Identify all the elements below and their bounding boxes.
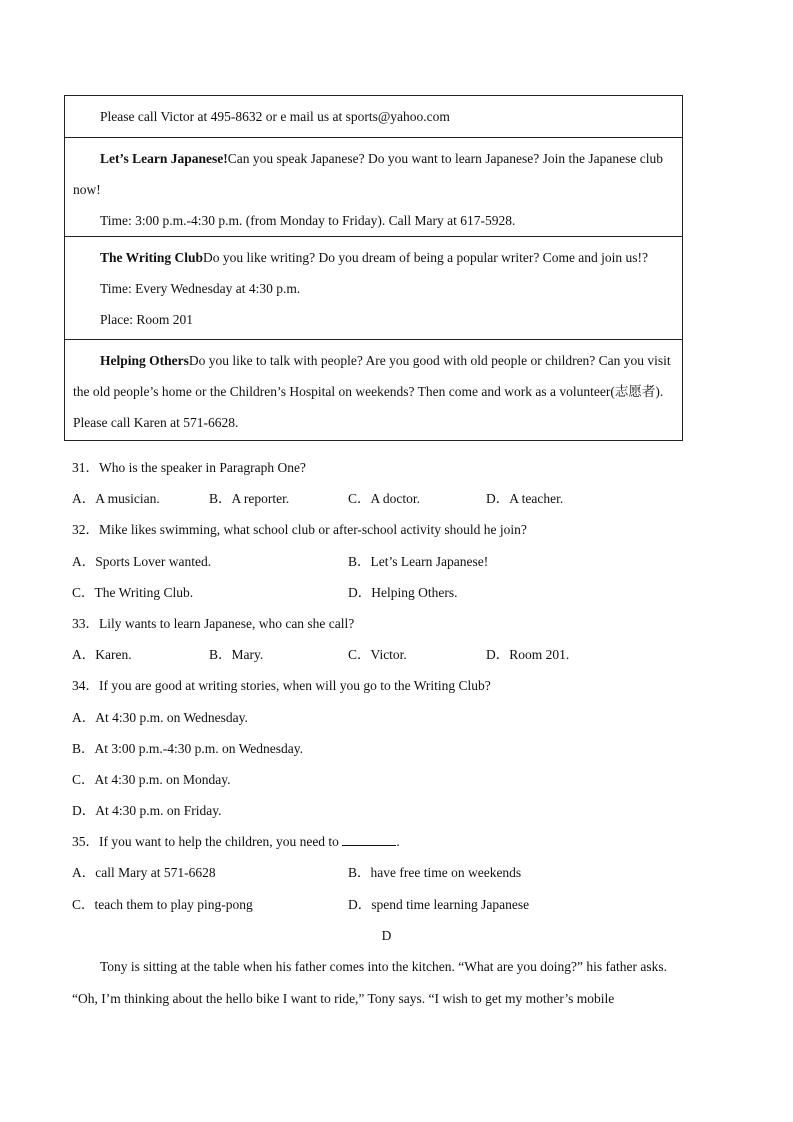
clubs-table xyxy=(64,95,683,441)
option-row xyxy=(72,639,712,670)
option-b[interactable]: B．Let’s Learn Japanese! xyxy=(348,553,489,569)
option-c[interactable]: C．The Writing Club. xyxy=(72,584,194,600)
option-b[interactable]: B．At 3:00 p.m.-4:30 p.m. on Wednesday. xyxy=(72,740,304,756)
section-d-paragraph: Tony is sitting at the table when his father comes into the kitchen. “What are you doing?” his father asks. “Oh, I’m thinking about the hello bike I want to ride,” Tony says. “I wish to get my mother’s mobile xyxy=(72,959,668,1006)
option-b[interactable]: B．A reporter. xyxy=(209,491,290,507)
option-b[interactable]: B．Mary. xyxy=(209,647,264,663)
option-a[interactable]: A．Karen. xyxy=(72,647,132,663)
option-a[interactable]: A．Sports Lover wanted. xyxy=(72,553,212,569)
option-c[interactable]: C．A doctor. xyxy=(348,491,421,507)
sports-contact: Please call Victor at 495-8632 or e mail us at sports@yahoo.com xyxy=(100,109,450,124)
writing-paragraph xyxy=(73,242,674,273)
helping-paragraph xyxy=(73,345,674,438)
option-a[interactable]: A．call Mary at 571-6628 xyxy=(72,865,216,881)
writing-club-place: Place: Room 201 xyxy=(100,312,193,327)
option-d[interactable]: D．A teacher. xyxy=(486,491,564,507)
question-stem: 31．Who is the speaker in Paragraph One? xyxy=(72,460,306,475)
option-c[interactable]: C．At 4:30 p.m. on Monday. xyxy=(72,771,231,787)
question-stem: 32．Mike likes swimming, what school club or after-school activity should he join? xyxy=(72,522,527,538)
sports-row xyxy=(65,96,683,138)
option-a[interactable]: A．At 4:30 p.m. on Wednesday. xyxy=(72,709,248,725)
option-d[interactable]: D．Room 201. xyxy=(486,647,570,663)
writing-club-title: The Writing Club xyxy=(100,250,204,265)
option-row xyxy=(72,889,712,920)
option-a[interactable]: A．A musician. xyxy=(72,491,160,507)
option-d[interactable]: D．spend time learning Japanese xyxy=(348,896,530,912)
sports-cell xyxy=(65,96,683,138)
japanese-club-desc: Can you speak Japanese? Do you want to learn Japanese? Join the Japanese club now! xyxy=(73,151,663,197)
section-d-label: D xyxy=(381,928,392,943)
writing-row xyxy=(65,237,683,340)
writing-cell xyxy=(65,237,683,340)
question-stem: 34．If you are good at writing stories, when will you go to the Writing Club? xyxy=(72,678,491,694)
japanese-row xyxy=(65,138,683,237)
japanese-cell xyxy=(65,138,683,237)
questions-list xyxy=(72,452,712,920)
question-stem-end: . xyxy=(396,834,400,850)
japanese-club-title: Let’s Learn Japanese! xyxy=(100,151,228,166)
section-d-passage xyxy=(72,951,672,1015)
japanese-paragraph xyxy=(73,143,674,205)
helping-club-title: Helping Others xyxy=(100,353,189,368)
question-stem-text: 35．If you want to help the children, you need to xyxy=(72,834,339,850)
helping-cell xyxy=(65,340,683,441)
question-stem: 33．Lily wants to learn Japanese, who can she call? xyxy=(72,615,355,631)
writing-club-time: Time: Every Wednesday at 4:30 p.m. xyxy=(100,281,301,296)
option-d[interactable]: D．Helping Others. xyxy=(348,584,458,600)
helping-club-desc: Do you like to talk with people? Are you good with old people or children? Can you visit the old people’s home or the Children’s Hospital on weekends? Then come and work as a volunteer(志愿者). Please call Karen at 571-6628. xyxy=(73,353,671,430)
option-b[interactable]: B．have free time on weekends xyxy=(348,865,522,881)
helping-row xyxy=(65,340,683,441)
option-c[interactable]: C．Victor. xyxy=(348,647,407,663)
question-stem xyxy=(72,826,712,857)
option-row xyxy=(72,546,712,577)
answer-blank xyxy=(342,833,396,846)
writing-club-desc: Do you like writing? Do you dream of being a popular writer? Come and join us!? xyxy=(203,250,649,265)
option-c[interactable]: C．teach them to play ping-pong xyxy=(72,896,253,912)
option-row xyxy=(72,577,712,608)
japanese-club-time: Time: 3:00 p.m.-4:30 p.m. (from Monday to Friday). Call Mary at 617-5928. xyxy=(100,213,516,228)
option-row xyxy=(72,483,712,514)
option-d[interactable]: D．At 4:30 p.m. on Friday. xyxy=(72,803,222,819)
option-row xyxy=(72,857,712,888)
